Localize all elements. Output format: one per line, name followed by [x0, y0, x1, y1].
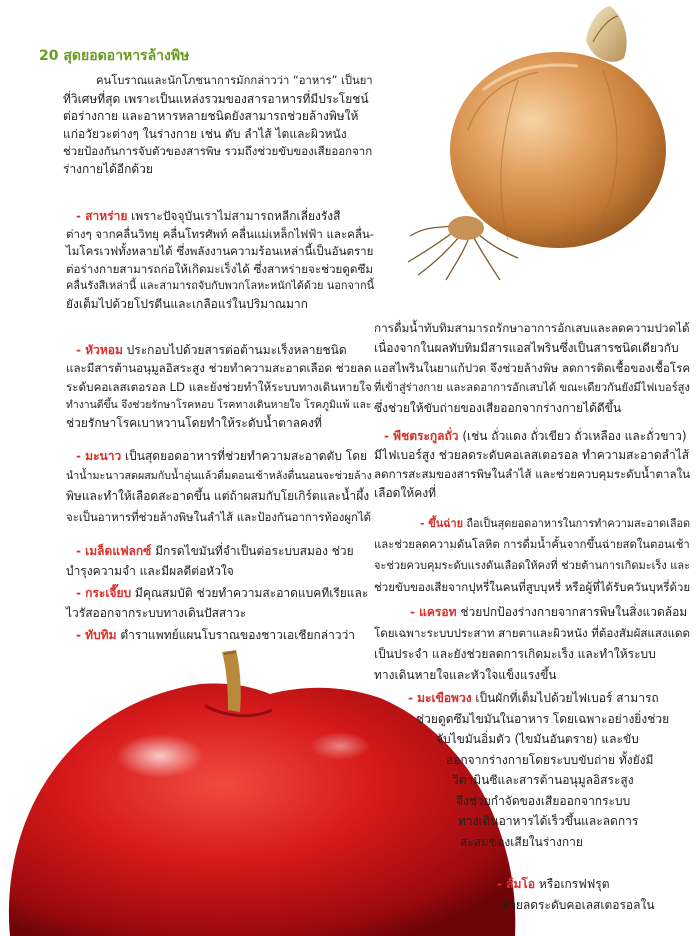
body-text: จับไขมันอิ่มตัว (ไขมันอันตราย) และขับ: [436, 732, 639, 746]
text-line: [66, 509, 372, 525]
text-line: [374, 579, 690, 595]
text-line: [374, 400, 690, 416]
food-keyword: ส้มโอ: [506, 877, 536, 891]
text-line: [76, 627, 372, 643]
body-text: จึงช่วยกำจัดของเสียออกจากระบบ: [456, 793, 631, 808]
body-text: ที่เข้าสู่ร่างกาย และลดอาการอักเสบได้ ขณะเดียวกันยังมีไฟเบอร์สูง: [374, 381, 690, 394]
body-text: ต่อร่างกายสามารถก่อให้เกิดมะเร็งได้ ซึ่งสาหร่ายจะช่วยดูดซึม: [66, 261, 374, 276]
food-keyword: หัวหอม: [85, 343, 123, 357]
text-line: [76, 342, 372, 358]
body-text: เป็นผักที่เต็มไปด้วยไฟเบอร์ สามารถ: [471, 691, 659, 705]
body-text: ซึ่งช่วยให้ขับถ่ายของเสียออกจากร่างกายได้ดีขึ้น: [374, 401, 622, 415]
body-text: ไมโครเวฟทั้งหลายได้ ซึ่งพลังงานความร้อนเหล่านี้เป็นอันตราย: [66, 244, 374, 258]
body-text: (เช่น ถั่วแดง ถั่วเขียว ถั่วเหลือง และถั่วขาว): [458, 429, 687, 443]
text-line: [374, 447, 690, 463]
bullet-dash: -: [410, 605, 420, 619]
text-line: [501, 897, 690, 913]
text-line: [436, 731, 690, 747]
text-line: [458, 813, 690, 829]
body-text: ทางเดินหายใจและหัวใจแข็งแรงขึ้น: [374, 668, 557, 682]
body-text: และช่วยลดความดันโลหิต การดื่มน้ำคั้นจากขึ้นฉ่ายสดในตอนเช้า: [374, 538, 690, 551]
text-line: [374, 667, 690, 683]
body-text: นำน้ำมะนาวสดผสมกับน้ำอุ่นแล้วดื่มตอนเช้าหลังตื่นนอนจะช่วยล้าง: [66, 469, 372, 483]
body-text: คนโบราณและนักโภชนาการมักกล่าวว่า “อาหาร” เป็นยา: [96, 74, 373, 87]
body-text: ยังเต็มไปด้วยโปรตีนและเกลือแร่ในปริมาณมาก: [66, 296, 308, 311]
bullet-dash: -: [408, 691, 418, 705]
body-text: จะช่วยควบคุมระดับแรงดันเลือดให้คงที่ ช่วยต้านการเกิดมะเร็ง และ: [374, 559, 691, 572]
body-text: มีไฟเบอร์สูง ช่วยลดระดับคอเลสเตอรอล ทำความสะอาดลำไส้: [374, 448, 690, 462]
body-text: แอสไพรินในยาแก้ปวด จึงช่วยล้างพิษ ลดการติดเชื้อของเชื้อโรค: [374, 361, 691, 375]
food-keyword: พืชตระกูลถั่ว: [393, 429, 459, 443]
text-line: [66, 488, 372, 504]
body-text: เลือดให้คงที่: [374, 486, 437, 500]
text-line: [66, 563, 372, 579]
text-line: [96, 73, 373, 89]
food-keyword: ทับทิม: [85, 628, 117, 642]
bullet-dash: -: [76, 544, 86, 558]
text-line: [460, 834, 690, 850]
body-text: ช่วยดูดซึมไขมันในอาหาร โดยเฉพาะอย่างยิ่งช่วย: [416, 711, 670, 726]
text-line: [76, 585, 372, 601]
text-line: [374, 340, 690, 356]
body-text: และมีสารต้านอนุมูลอิสระสูง ช่วยทำความสะอาดเลือด ช่วยลด: [66, 361, 372, 376]
bullet-dash: -: [76, 586, 86, 600]
text-line: [66, 226, 374, 242]
text-line: [66, 415, 372, 431]
text-line: [66, 261, 374, 277]
body-text: มีคุณสมบัติ ช่วยทำความสะอาดแบคทีเรียและ: [131, 586, 369, 600]
text-line: [63, 161, 373, 177]
text-line: [374, 625, 690, 641]
text-line: [374, 537, 690, 553]
text-line: [374, 380, 690, 396]
body-text: สะสมของเสียในร่างกาย: [460, 834, 583, 849]
body-text: วิตามินซีและสารต้านอนุมูลอิสระสูง: [452, 773, 634, 787]
body-text: แก่อวัยวะต่างๆ ในร่างกาย เช่น ตับ ลำไส้ ไตและผิวหนัง: [63, 126, 347, 141]
text-line: [446, 752, 690, 768]
text-line: [66, 605, 372, 621]
body-text: คลื่นรังสีเหล่านี้ และสามารถจับกับพวกโลหะหนักได้ด้วย นอกจากนี้: [66, 279, 375, 292]
text-line: [66, 296, 374, 312]
food-keyword: กระเจี๊ยบ: [85, 586, 132, 600]
page-title: 20 สุดยอดอาหารล้างพิษ: [39, 48, 190, 64]
text-line: [76, 543, 372, 559]
bullet-dash: -: [384, 429, 394, 443]
body-text: ที่วิเศษที่สุด เพราะเป็นแหล่งรวมของสารอาหารที่มีประโยชน์: [63, 91, 369, 106]
bullet-dash: -: [76, 343, 86, 357]
food-keyword: แครอท: [419, 605, 457, 619]
body-text: จะเป็นอาหารที่ช่วยล้างพิษในลำไส้ และป้องกันอาการท้องผูกได้: [66, 509, 372, 524]
body-text: ประกอบไปด้วยสารต่อต้านมะเร็งหลายชนิด: [122, 343, 347, 357]
bullet-dash: -: [497, 877, 507, 891]
body-text: มีกรดไขมันที่จำเป็นต่อระบบสมอง ช่วย: [151, 544, 354, 558]
text-line: [416, 711, 690, 727]
body-text: ช่วยปกป้องร่างกายจากสารพิษในสิ่งแวดล้อม: [456, 605, 688, 619]
body-text: เพราะปัจจุบันเราไม่สามารถหลีกเลี่ยงรังสี: [127, 209, 341, 223]
text-line: [66, 468, 372, 484]
body-text: ต่างๆ จากคลื่นวิทยุ คลื่นโทรศัพท์ คลื่นแม่เหล็กไฟฟ้า และคลื่น-: [66, 226, 374, 241]
text-line: [66, 243, 374, 259]
body-text: บำรุงความจำ และมีผลดีต่อหัวใจ: [66, 564, 234, 578]
body-text: ระดับคอเลสเตอรอล LD และยังช่วยทำให้ระบบทางเดินหายใจ: [66, 379, 372, 394]
text-line: [374, 360, 690, 376]
text-line: [66, 397, 372, 413]
text-line: [63, 91, 373, 107]
body-text: ออกจากร่างกายโดยระบบขับถ่าย ทั้งยังมี: [446, 752, 654, 767]
text-line: [452, 772, 690, 788]
bullet-dash: -: [420, 517, 429, 530]
text-line: [66, 360, 372, 376]
body-text: ช่วยลดระดับคอเลสเตอรอลใน: [501, 898, 655, 912]
body-text: ลดการสะสมของสารพิษในลำไส้ และช่วยควบคุมระดับน้ำตาลใน: [374, 467, 691, 481]
text-line: [374, 558, 690, 574]
text-line: [63, 108, 373, 124]
body-text: ตำราแพทย์แผนโบราณของชาวเอเชียกล่าวว่า: [116, 628, 356, 642]
body-text: เป็นสุดยอดอาหารที่ช่วยทำความสะอาดตับ โดย: [121, 449, 368, 463]
body-text: ทางเดินอาหารได้เร็วขึ้นและลดการ: [458, 814, 639, 828]
body-text: ร่างกายได้อีกด้วย: [63, 161, 153, 176]
text-line: [374, 646, 690, 662]
body-text: เป็นประจำ และยังช่วยลดการเกิดมะเร็ง และทำให้ระบบ: [374, 647, 656, 661]
body-text: โดยเฉพาะระบบประสาท สายตาและผิวหนัง ที่ต้องสัมผัสแสงแดด: [374, 626, 690, 640]
text-line: [76, 448, 372, 464]
text-line: [420, 516, 690, 532]
body-text: เนื่องจากในผลทับทิมมีสารแอสไพรินซึ่งเป็นสารชนิดเดียวกับ: [374, 341, 679, 355]
food-keyword: สาหร่าย: [85, 209, 128, 223]
text-line: [63, 143, 373, 159]
text-line: [66, 379, 372, 395]
text-line: [497, 876, 690, 892]
body-text: ช่วยขับของเสียจากปุหรี่ในคนที่สูบบุหรี่ หรือผู้ที่ได้รับควันบุหรี่ด้วย: [374, 580, 691, 594]
food-keyword: ขึ้นฉ่าย: [428, 517, 464, 530]
body-text: หรือเกรฟฟรุต: [535, 877, 610, 891]
food-keyword: เมล็ดแฟลกซ์: [85, 544, 152, 558]
bullet-dash: -: [76, 209, 86, 223]
body-text: ช่วยป้องกันการจับตัวของสารพิษ รวมถึงช่วยขับของเสียออกจาก: [63, 144, 373, 158]
text-line: [456, 793, 690, 809]
text-line: [374, 320, 690, 336]
body-text: การดื่มน้ำทับทิมสามารถรักษาอาการอักเสบและลดความปวดได้: [374, 321, 690, 335]
text-line: [408, 690, 690, 706]
food-keyword: มะเขือพวง: [417, 691, 472, 705]
text-line: [410, 604, 690, 620]
bullet-dash: -: [76, 628, 86, 642]
body-text: ช่วยรักษาโรคเบาหวานโดยทำให้ระดับน้ำตาลคงที่: [66, 416, 322, 431]
text-line: [63, 126, 373, 142]
food-keyword: มะนาว: [85, 449, 122, 463]
text-line: [76, 208, 374, 224]
body-text: ไวรัสออกจากระบบทางเดินปัสสาวะ: [66, 606, 247, 620]
onion-photo: [388, 0, 700, 285]
text-line: [374, 466, 690, 482]
body-text: พิษและทำให้เลือดสะอาดขึ้น แต่ถ้าผสมกับโยเกิร์ตและน้ำผึ้ง: [66, 489, 370, 504]
body-text: ทำงานดีขึ้น จึงช่วยรักษาโรคหอบ โรคทางเดินหายใจ โรคภูมิแพ้ และ: [66, 398, 372, 411]
body-text: ถือเป็นสุดยอดอาหารในการทำความสะอาดเลือด: [463, 517, 691, 530]
bullet-dash: -: [76, 449, 86, 463]
text-line: [66, 278, 374, 294]
text-line: [384, 428, 690, 444]
text-line: [374, 485, 690, 501]
body-text: ต่อร่างกาย และอาหารหลายชนิดยังสามารถช่วยล้างพิษให้: [63, 109, 359, 123]
